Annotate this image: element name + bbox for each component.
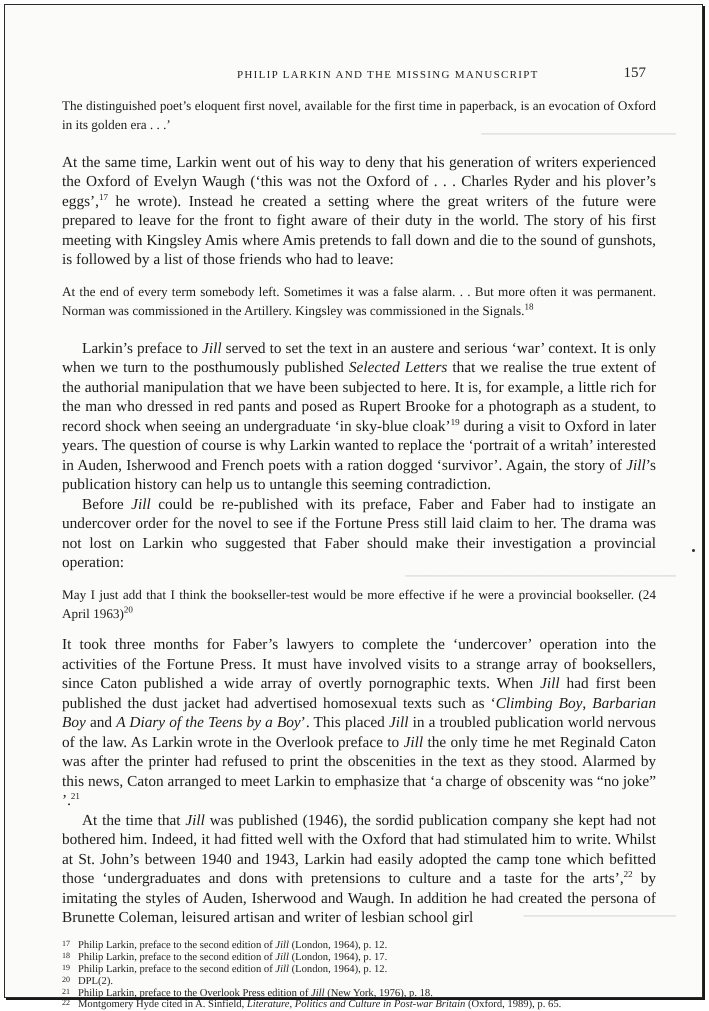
paragraph-gap [62, 623, 656, 635]
footnote-number: 17 [62, 938, 70, 948]
text-run: had first been published the dust jacket had advertised homosexual texts such as ‘ [62, 675, 656, 712]
text-run: At the end of every term somebody left. Sometimes it was a false alarm. . . But more often it was permanent. Norman was commissioned in the Artillery. Kingsley was commissioned in the Signals. [62, 283, 656, 319]
page-number: 157 [623, 65, 646, 81]
block-quote: The distinguished poet’s eloquent first novel, available for the first time in paperback, is an evocation of Oxford in its golden era . . .’ [62, 98, 656, 133]
block-quote [62, 282, 656, 321]
footnote-number: 20 [62, 974, 70, 984]
footnote-number: 19 [62, 962, 70, 972]
text-run: was published (1946), the sordid publication company she kept had not bothered him. Indeed, it had fitted well with the Oxford that had stimulated him to write. Whilst at St. John’s between 1940 and 1943, Larkin had easily adopted the camp tone which befitted those ‘undergraduates and dons with pretensions to culture and a taste for the arts’, [62, 811, 656, 888]
paragraph-gap [62, 135, 656, 153]
italic-title: Jill [202, 339, 222, 357]
show-through-texture: ▁▁▁▁▁▁▁▁▁▁▁▁▁▁▁▁▁▁▁▁▁▁▁▁▁▁▁▁▁▁▁▁ [405, 565, 676, 577]
text-run: and [85, 714, 117, 732]
italic-title: Selected Letters [348, 359, 448, 377]
italic-title: Climbing Boy [495, 694, 583, 712]
body-paragraph [62, 635, 656, 811]
show-through-texture: ▁▁▁▁▁▁▁▁▁▁▁▁▁▁▁▁▁▁▁▁▁▁▁ [481, 123, 676, 135]
page-body [62, 96, 656, 1011]
text-run: served to set the text in an austere and serious ‘war’ context. It is only when we turn to the posthumously published [62, 339, 656, 377]
text-run: At the time that [82, 811, 186, 829]
text-flow [62, 96, 656, 928]
page-header [61, 65, 662, 85]
body-paragraph [62, 811, 656, 928]
text-run: DPL(2). [78, 975, 114, 987]
footnote [62, 976, 656, 988]
body-paragraph [62, 339, 656, 495]
show-through-texture: ▁▁▁▁▁▁▁▁▁▁▁▁▁▁▁▁▁▁ [523, 905, 676, 917]
text-run: (London, 1964), p. 12. [288, 963, 388, 975]
block-quote [62, 585, 656, 624]
footnote [62, 988, 656, 1000]
text-run: Philip Larkin, preface to the Overlook Press edition of [78, 987, 312, 999]
text-run: during a visit to Oxford in later years. The question of course is why Larkin wanted to replace the ‘portrait of a writah’ interested in Auden, Isherwood and French poets with a ration dogged ‘survivor’. Again, the story of [62, 417, 656, 474]
text-run: in a troubled publication world nervous of the law. As Larkin wrote in the Overlook preface to [62, 714, 656, 751]
paragraph-gap [62, 321, 656, 339]
footnote-ref: 17 [98, 191, 108, 202]
italic-title: Jill [311, 987, 325, 999]
running-head: PHILIP LARKIN AND THE MISSING MANUSCRIPT [237, 69, 539, 81]
body-paragraph [62, 495, 656, 573]
italic-title: Jill [540, 675, 560, 693]
footnote-number: 22 [62, 998, 70, 1008]
text-run: Larkin’s preface to [82, 339, 203, 357]
footnote-ref: 19 [450, 416, 460, 427]
book-page [4, 4, 703, 1011]
text-run: ’s publication history can help us to untangle this seeming contradiction. [62, 456, 656, 494]
italic-title: Jill [131, 495, 151, 513]
italic-title: Jill [275, 963, 289, 975]
footnote [62, 952, 656, 964]
text-run: by imitating the styles of Auden, Isherwood and Waugh. In addition he had created the persona of Brunette Coleman, leisured artisan and writer of lesbian school girl [62, 870, 657, 927]
paragraph-gap [62, 573, 656, 585]
text-run: , [582, 694, 593, 712]
italic-title: Jill [275, 939, 289, 951]
footnote-ref: 22 [623, 869, 633, 880]
text-run: Philip Larkin, preface to the second edition of [78, 963, 276, 975]
text-run: that we realise the true extent of the authorial manipulation that we have been subjected to here. It is, for example, a little rich for the man who dressed in red pants and posed as Rupert Brooke for a photograph as a student, to record shock when seeing an undergraduate ‘in sky-blue cloak’ [62, 359, 656, 435]
italic-title: Literature, Politics and Culture in Post-war Britain [246, 999, 466, 1011]
footnote-number: 18 [62, 950, 70, 960]
footnote [62, 964, 656, 976]
text-run: Philip Larkin, preface to the second edition of [78, 951, 276, 963]
text-run: (London, 1964), p. 17. [288, 951, 388, 963]
footnote-ref: 18 [524, 301, 534, 312]
text-run: could be re-published with its preface, Faber and Faber had to instigate an undercover order for the novel to see if the Fortune Press still laid claim to her. The drama was not lost on Larkin who suggested that Faber should make their investigation a provincial operation: [62, 495, 656, 572]
text-run: Philip Larkin, preface to the second edition of [78, 939, 276, 951]
text-run: (Oxford, 1989), p. 65. [465, 999, 562, 1011]
text-run: (London, 1964), p. 12. [288, 939, 388, 951]
text-run: ’. This placed [300, 714, 389, 732]
italic-title: Jill [388, 714, 409, 732]
paragraph-gap [62, 270, 656, 282]
italic-title: Jill [185, 811, 205, 829]
text-run: he wrote). Instead he created a setting where the great writers of the future were prepared to leave for the front to fight aware of their duty in the world. The story of his first meeting with Kingsley Amis where Amis pretends to fall down and die to the sound of gunshots, is followed by a list of those friends who had to leave: [62, 192, 656, 269]
text-run: It took three months for Faber’s lawyers to complete the ‘undercover’ operation into the activities of the Fortune Press. It must have involved visits to a strange array of booksellers, since Caton published a wide array of overtly pornographic texts. When [62, 636, 656, 693]
footnote-number: 21 [62, 986, 70, 996]
text-run: Before [82, 495, 132, 513]
italic-title: Jill [626, 456, 646, 474]
body-paragraph [62, 153, 656, 270]
italic-title: A Diary of the Teens by a Boy [116, 714, 301, 732]
italic-title: Jill [275, 951, 289, 963]
italic-title: Jill [403, 733, 424, 751]
footnote [62, 940, 656, 952]
italic-title: Barbarian Boy [62, 694, 656, 732]
text-run: the only time he met Reginald Caton was after the printer had refused to print the obscenities in the text as they stood. Alarmed by this news, Caton arranged to meet Larkin to emphasize that ‘a charge of obscenity was “no joke” ’. [62, 733, 656, 810]
footnote [62, 999, 656, 1011]
text-run: (New York, 1976), p. 18. [324, 987, 433, 999]
footnote-ref: 20 [123, 604, 133, 615]
text-run: At the same time, Larkin went out of his way to deny that his generation of writers experienced the Oxford of Evelyn Waugh (‘this was not the Oxford of . . . Charles Ryder and his plover’s eggs’, [62, 153, 656, 210]
ink-speck [692, 549, 695, 552]
footnote-ref: 21 [70, 791, 80, 802]
text-run: Montgomery Hyde cited in A. Sinfield, [78, 999, 247, 1011]
footnotes [62, 940, 656, 1011]
text-run: May I just add that I think the bookseller-test would be more effective if he were a provincial bookseller. (24 April 1963) [62, 586, 656, 622]
